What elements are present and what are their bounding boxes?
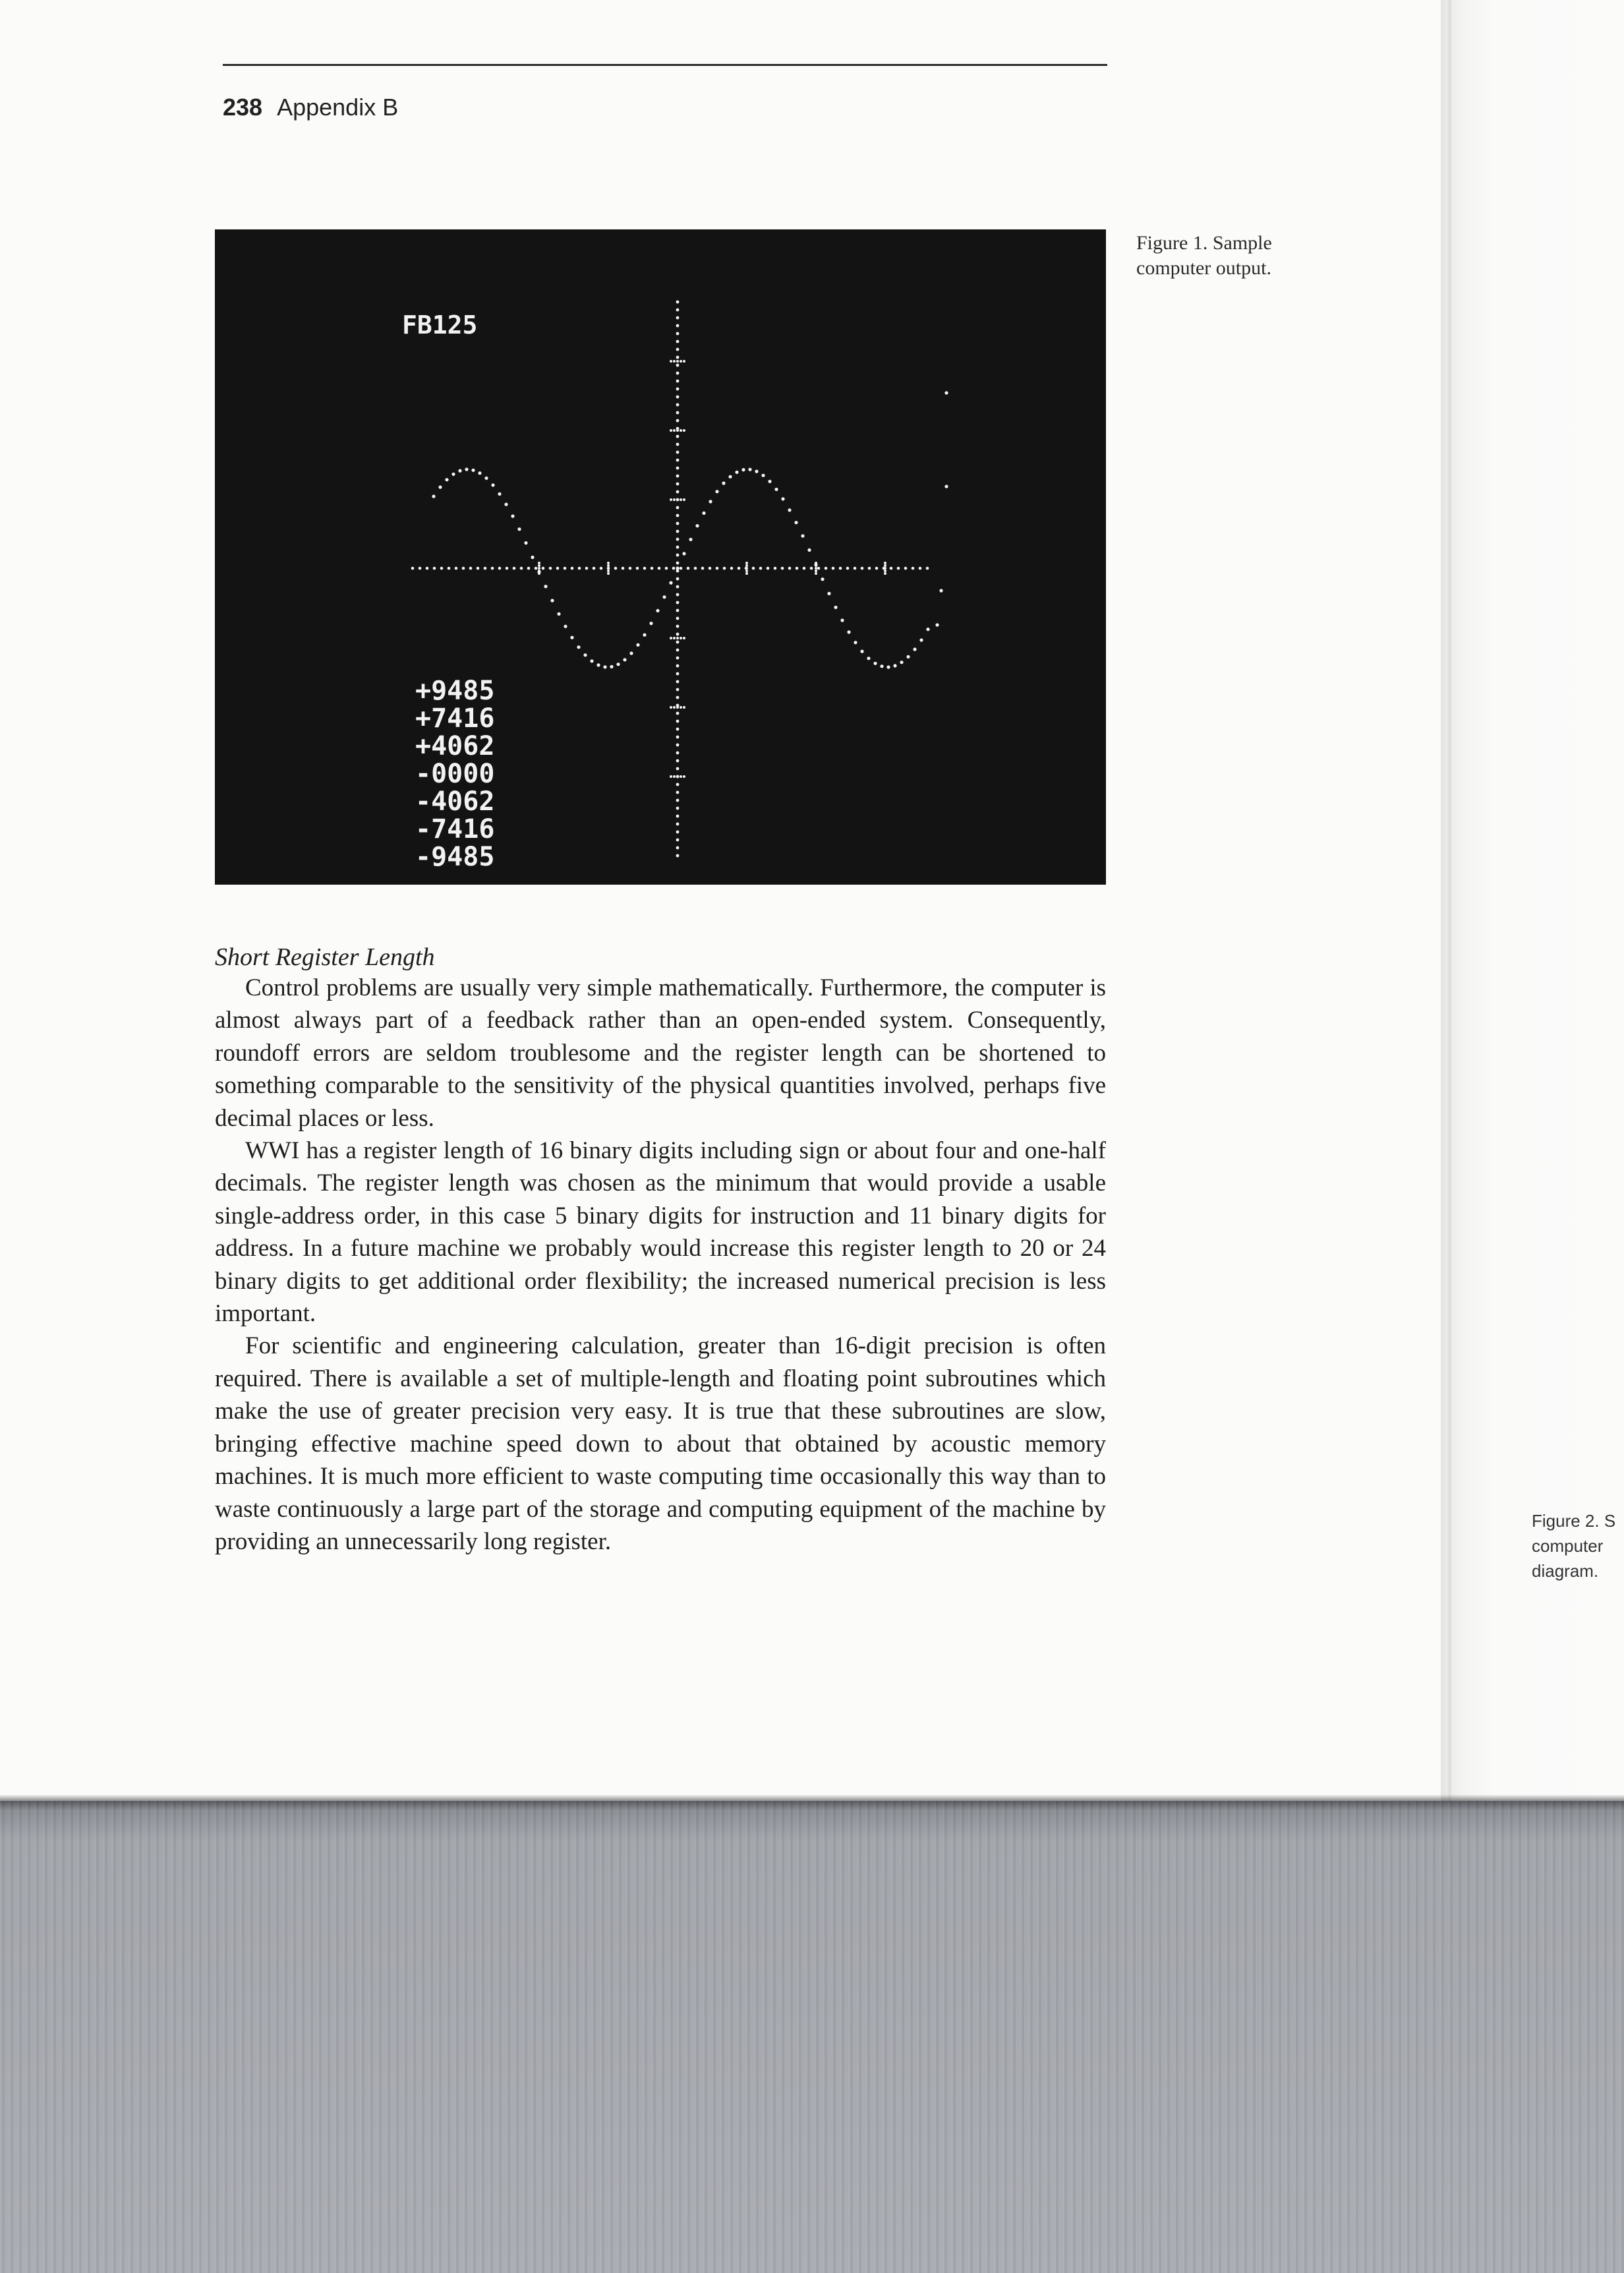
trace-dot xyxy=(616,663,620,666)
vertical-axis-dot xyxy=(676,617,680,620)
trace-dot xyxy=(741,468,745,471)
horizontal-axis-dot xyxy=(694,567,697,570)
vertical-axis-dot xyxy=(676,831,680,834)
trace-dot xyxy=(847,630,850,634)
axis-tick-dot xyxy=(670,637,672,639)
vertical-axis-dot xyxy=(676,585,680,589)
trace-dot xyxy=(471,469,475,472)
vertical-axis-dot xyxy=(676,554,680,557)
trace-dot xyxy=(550,599,554,602)
vertical-axis-dot xyxy=(676,791,680,794)
caption-line: computer xyxy=(1532,1536,1604,1556)
trace-dot xyxy=(504,503,508,506)
caption-line: diagram. xyxy=(1532,1561,1599,1581)
trace-dot xyxy=(821,577,824,581)
readout-value: +4062 xyxy=(415,731,495,761)
vertical-axis-dot xyxy=(676,419,680,423)
axis-tick-dot xyxy=(680,637,682,639)
trace-dot xyxy=(860,650,863,653)
trace-dot xyxy=(590,659,593,663)
trace-dot xyxy=(880,664,883,668)
axis-tick-dot xyxy=(815,570,817,572)
axis-tick-dot xyxy=(538,562,540,564)
vertical-axis-dot xyxy=(676,839,680,842)
horizontal-axis-dot xyxy=(455,567,458,570)
trace-dot xyxy=(761,474,765,477)
horizontal-axis-dot xyxy=(912,567,915,570)
horizontal-axis-dot xyxy=(600,567,603,570)
vertical-axis-dot xyxy=(676,459,680,462)
paragraph: For scientific and engineering calculation, greater than 16-digit precision is often required. There is available a set of multiple-length and floating point subroutines which make the use of greater precision very easy. It is true that these subroutines are slow, bringing effective machine speed down to about that obtained by acoustic memory machines. It is much more efficient to waste computing time occasionally this way than to waste continuously a large part of the storage and computing equipment of the machine by providing an unnecessarily long register. xyxy=(215,1332,1106,1555)
axis-tick-dot xyxy=(538,567,540,570)
caption-line: Figure 1. Sample xyxy=(1136,232,1272,254)
horizontal-axis-dot xyxy=(564,567,567,570)
axis-tick-dot xyxy=(884,567,886,570)
trace-dot xyxy=(774,488,778,491)
vertical-axis-dot xyxy=(676,388,680,391)
vertical-axis-dot xyxy=(676,759,680,763)
horizontal-axis-dot xyxy=(817,567,821,570)
vertical-axis-dot xyxy=(676,649,680,652)
horizontal-axis-dot xyxy=(506,567,509,570)
trace-dot xyxy=(689,538,692,541)
axis-tick-dot xyxy=(680,498,682,501)
trace-dot xyxy=(669,581,672,585)
axis-tick-dot xyxy=(673,637,676,639)
axis-tick-dot xyxy=(607,562,610,564)
axis-tick-dot xyxy=(673,498,676,501)
readout-value: -7416 xyxy=(415,814,495,844)
vertical-axis-dot xyxy=(676,712,680,715)
vertical-axis-dot xyxy=(676,815,680,818)
horizontal-axis-dot xyxy=(904,567,908,570)
caption-line: computer output. xyxy=(1136,257,1271,279)
horizontal-axis-dot xyxy=(426,567,429,570)
horizontal-axis-dot xyxy=(767,567,770,570)
register-readouts xyxy=(415,676,494,872)
figure-1-screen xyxy=(215,229,1106,885)
axis-tick-dot xyxy=(673,706,676,709)
vertical-axis-dot xyxy=(676,324,680,328)
trace-dot xyxy=(656,609,659,612)
horizontal-axis-dot xyxy=(585,567,589,570)
horizontal-axis-dot xyxy=(716,567,719,570)
vertical-axis-dot xyxy=(676,609,680,612)
axis-tick-dot xyxy=(676,775,679,778)
horizontal-axis-dot xyxy=(752,567,755,570)
vertical-axis-dot xyxy=(676,720,680,723)
axis-tick-dot xyxy=(683,706,685,709)
horizontal-axis-dot xyxy=(687,567,690,570)
axis-tick-dot xyxy=(745,562,748,564)
horizontal-axis-dot xyxy=(665,567,668,570)
vertical-axis-dot xyxy=(676,364,680,367)
axis-tick-dot xyxy=(607,564,610,567)
vertical-axis-dot xyxy=(676,562,680,565)
horizontal-axis-dot xyxy=(738,567,741,570)
horizontal-axis-dot xyxy=(556,567,560,570)
vertical-axis-dot xyxy=(676,854,680,858)
axis-tick-dot xyxy=(607,567,610,570)
vertical-axis-dot xyxy=(676,530,680,533)
horizontal-axis-dot xyxy=(875,567,879,570)
trace-dot xyxy=(702,512,705,515)
axis-tick-dot xyxy=(673,360,676,363)
trace-dot xyxy=(537,570,540,574)
trace-dot xyxy=(484,477,488,480)
trace-dot xyxy=(906,655,910,659)
paragraph: WWI has a register length of 16 binary digits including sign or about four and one-half decimals. The register length was chosen as the minimum that would provide a usable single-address order, in this case 5 binary digits for instruction and 11 binary digits for address. In a future machine we probably would increase this register length to 20 or 24 binary digits to get additional order flexibility; the increased numerical precision is less important. xyxy=(215,1137,1106,1328)
scanner-bed xyxy=(0,1801,1624,2273)
trace-dot xyxy=(893,664,896,667)
axis-tick-dot xyxy=(683,360,685,363)
readout-value: -9485 xyxy=(415,842,495,872)
trace-dot xyxy=(682,552,685,555)
vertical-axis-dot xyxy=(676,490,680,494)
vertical-axis-dot xyxy=(676,593,680,597)
horizontal-axis-dot xyxy=(868,567,871,570)
running-head xyxy=(223,94,398,121)
vertical-axis-dot xyxy=(676,372,680,375)
horizontal-axis-dot xyxy=(658,567,661,570)
trace-dot xyxy=(636,643,639,647)
axis-tick-dot xyxy=(745,564,748,567)
axis-tick-dot xyxy=(745,567,748,570)
horizontal-axis-dot xyxy=(926,567,929,570)
trace-dot xyxy=(715,490,718,493)
running-title: Appendix B xyxy=(277,94,399,121)
readout-value: +9485 xyxy=(415,676,495,706)
trace-dot xyxy=(570,636,573,639)
figure-2-caption xyxy=(1532,1508,1624,1583)
axis-tick-dot xyxy=(680,775,682,778)
trace-dot xyxy=(583,653,587,657)
trace-dot xyxy=(623,658,626,661)
trace-dot xyxy=(498,492,501,496)
vertical-axis-dot xyxy=(676,396,680,399)
trace-dot xyxy=(886,665,890,668)
trace-dot xyxy=(491,483,494,487)
trace-dot xyxy=(649,622,652,625)
axis-tick-dot xyxy=(884,570,886,572)
vertical-axis-dot xyxy=(676,546,680,549)
horizontal-axis-dot xyxy=(622,567,625,570)
horizontal-axis-dot xyxy=(498,567,502,570)
horizontal-axis-dot xyxy=(861,567,864,570)
trace-dot xyxy=(511,514,514,517)
horizontal-axis-dot xyxy=(448,567,451,570)
horizontal-axis-dot xyxy=(709,567,712,570)
section-heading: Short Register Length xyxy=(215,943,435,971)
horizontal-axis-dot xyxy=(897,567,900,570)
trace-dot xyxy=(807,548,811,552)
horizontal-axis-dot xyxy=(730,567,734,570)
horizontal-axis-dot xyxy=(513,567,516,570)
trace-dot xyxy=(814,563,817,566)
axis-tick-dot xyxy=(538,564,540,567)
horizontal-axis-dot xyxy=(491,567,494,570)
vertical-axis-dot xyxy=(676,475,680,478)
stray-dot xyxy=(935,623,939,626)
horizontal-axis-dot xyxy=(832,567,835,570)
vertical-axis-dot xyxy=(676,846,680,850)
axis-tick-dot xyxy=(670,706,672,709)
vertical-axis-dot xyxy=(676,348,680,351)
vertical-axis-dot xyxy=(676,783,680,786)
horizontal-axis-dot xyxy=(680,567,683,570)
vertical-axis-dot xyxy=(676,680,680,684)
vertical-axis-dot xyxy=(676,356,680,359)
trace-dot xyxy=(840,618,844,622)
horizontal-axis-dot xyxy=(839,567,842,570)
trace-dot xyxy=(709,500,712,503)
axis-tick-dot xyxy=(884,572,886,575)
trace-dot xyxy=(643,634,646,637)
readout-value: -0000 xyxy=(415,759,495,789)
trace-dot xyxy=(788,508,791,512)
trace-dot xyxy=(873,662,877,665)
caption-line: Figure 2. S xyxy=(1532,1511,1616,1531)
trace-dot xyxy=(577,645,580,649)
horizontal-axis-dot xyxy=(462,567,465,570)
vertical-axis-dot xyxy=(676,316,680,320)
trace-dot xyxy=(794,521,798,524)
horizontal-axis-dot xyxy=(636,567,639,570)
vertical-axis-dot xyxy=(676,823,680,826)
horizontal-axis-dot xyxy=(614,567,618,570)
trace-dot xyxy=(728,475,732,479)
readout-value: +7416 xyxy=(415,703,495,734)
horizontal-axis-dot xyxy=(593,567,596,570)
vertical-axis-dot xyxy=(676,752,680,755)
axis-tick-dot xyxy=(673,429,676,432)
trace-dot xyxy=(834,606,837,609)
trace-dot xyxy=(478,471,481,475)
oscilloscope-display xyxy=(215,229,1106,885)
horizontal-axis-dot xyxy=(846,567,850,570)
trace-dot xyxy=(913,647,916,651)
axis-tick-dot xyxy=(815,572,817,575)
axis-tick-dot xyxy=(676,706,679,709)
horizontal-axis-dot xyxy=(672,567,676,570)
axis-tick-dot xyxy=(670,498,672,501)
axis-tick-dot xyxy=(745,570,748,572)
trace-dot xyxy=(451,473,455,476)
vertical-axis-dot xyxy=(676,301,680,304)
screen-label: FB125 xyxy=(402,310,478,339)
vertical-axis-dot xyxy=(676,799,680,802)
vertical-axis-dot xyxy=(676,403,680,407)
vertical-axis-dot xyxy=(676,601,680,605)
vertical-axis-dot xyxy=(676,380,680,383)
vertical-axis-dot xyxy=(676,467,680,470)
horizontal-axis-dot xyxy=(723,567,726,570)
trace-dot xyxy=(827,592,830,595)
horizontal-axis-dot xyxy=(549,567,552,570)
book-gutter xyxy=(1449,0,1453,1806)
trace-dot xyxy=(676,566,679,570)
vertical-axis-dot xyxy=(676,641,680,644)
axis-tick-dot xyxy=(607,572,610,575)
horizontal-axis-dot xyxy=(578,567,581,570)
trace-dot xyxy=(801,534,804,537)
trace-dot xyxy=(524,541,527,545)
horizontal-axis-dot xyxy=(919,567,922,570)
vertical-axis-dot xyxy=(676,688,680,692)
paragraph: Control problems are usually very simple mathematically. Furthermore, the computer is almost always part of a feedback rather than an open-ended system. Consequently, roundoff errors are seldom troublesome and the register length can be shortened to something comparable to the sensitivity of the physical quantities involved, perhaps five decimal places or less. xyxy=(215,974,1106,1132)
trace-dot xyxy=(867,657,870,660)
axis-tick-dot xyxy=(670,429,672,432)
vertical-axis-dot xyxy=(676,672,680,676)
horizontal-axis-dot xyxy=(484,567,487,570)
header-rule xyxy=(223,64,1107,66)
vertical-axis-dot xyxy=(676,625,680,628)
body-text xyxy=(215,972,1106,1558)
horizontal-axis-dot xyxy=(520,567,523,570)
trace-dot xyxy=(781,497,784,500)
trace-dot xyxy=(610,665,613,668)
vertical-axis-dot xyxy=(676,506,680,510)
vertical-axis-dot xyxy=(676,451,680,454)
horizontal-axis-dot xyxy=(810,567,813,570)
trace-dot xyxy=(544,585,547,588)
stray-dot xyxy=(944,485,948,488)
vertical-axis-dot xyxy=(676,443,680,446)
horizontal-axis-dot xyxy=(854,567,857,570)
trace-dot xyxy=(629,651,633,655)
trace-dot xyxy=(695,524,699,527)
trace-dot xyxy=(926,628,929,631)
vertical-axis-dot xyxy=(676,736,680,739)
trace-dot xyxy=(438,485,442,488)
horizontal-axis-dot xyxy=(701,567,705,570)
trace-dot xyxy=(445,478,448,481)
trace-dot xyxy=(854,641,857,644)
trace-dot xyxy=(722,481,725,485)
axis-tick-dot xyxy=(673,775,676,778)
trace-dot xyxy=(596,663,600,666)
axis-tick-dot xyxy=(683,775,685,778)
trace-dot xyxy=(432,494,435,498)
vertical-axis-dot xyxy=(676,309,680,312)
axis-tick-dot xyxy=(680,429,682,432)
trace-dot xyxy=(465,467,468,471)
horizontal-axis-dot xyxy=(477,567,480,570)
vertical-axis-dot xyxy=(676,728,680,731)
vertical-axis-dot xyxy=(676,522,680,525)
axis-tick-dot xyxy=(676,429,679,432)
trace-dot xyxy=(531,556,534,559)
page-number: 238 xyxy=(223,94,263,121)
trace-dot xyxy=(748,468,751,471)
trace-dot xyxy=(768,480,771,483)
stray-dot xyxy=(939,589,942,592)
horizontal-axis-dot xyxy=(527,567,531,570)
vertical-axis-dot xyxy=(676,577,680,581)
horizontal-axis-dot xyxy=(759,567,763,570)
vertical-axis-dot xyxy=(676,483,680,486)
vertical-axis-dot xyxy=(676,657,680,660)
trace-dot xyxy=(557,612,560,616)
vertical-axis-dot xyxy=(676,767,680,771)
horizontal-axis-dot xyxy=(781,567,784,570)
horizontal-axis-dot xyxy=(535,567,538,570)
stray-dot xyxy=(944,391,948,394)
axis-tick-dot xyxy=(683,637,685,639)
horizontal-axis-dot xyxy=(643,567,647,570)
vertical-axis-dot xyxy=(676,340,680,343)
axis-tick-dot xyxy=(745,572,748,575)
horizontal-axis-dot xyxy=(803,567,806,570)
axis-tick-dot xyxy=(676,637,679,639)
vertical-axis-dot xyxy=(676,664,680,668)
horizontal-axis-dot xyxy=(469,567,473,570)
readout-value: -4062 xyxy=(415,786,495,817)
axis-tick-dot xyxy=(670,360,672,363)
trace-dot xyxy=(735,471,738,474)
vertical-axis-dot xyxy=(676,514,680,517)
horizontal-axis-dot xyxy=(411,567,415,570)
vertical-axis-dot xyxy=(676,538,680,541)
axis-tick-dot xyxy=(815,567,817,570)
vertical-axis-dot xyxy=(676,435,680,438)
axis-tick-dot xyxy=(676,498,679,501)
vertical-axis-dot xyxy=(676,744,680,747)
trace-dot xyxy=(755,470,758,473)
horizontal-axis-dot xyxy=(788,567,792,570)
trace-dot xyxy=(919,638,923,641)
vertical-axis-dot xyxy=(676,411,680,415)
axis-tick-dot xyxy=(680,360,682,363)
vertical-axis-dot xyxy=(676,332,680,336)
trace-dot xyxy=(564,625,567,628)
trace-dot xyxy=(517,527,521,531)
vertical-axis-dot xyxy=(676,633,680,636)
axis-tick-dot xyxy=(680,706,682,709)
axis-tick-dot xyxy=(676,360,679,363)
horizontal-axis-dot xyxy=(825,567,828,570)
axis-tick-dot xyxy=(683,429,685,432)
axis-tick-dot xyxy=(607,570,610,572)
horizontal-axis-dot xyxy=(433,567,436,570)
trace-dot xyxy=(662,595,666,599)
horizontal-axis-dot xyxy=(651,567,654,570)
horizontal-axis-dot xyxy=(419,567,422,570)
horizontal-axis-dot xyxy=(629,567,632,570)
horizontal-axis-dot xyxy=(571,567,574,570)
horizontal-axis-dot xyxy=(774,567,777,570)
horizontal-axis-dot xyxy=(542,567,545,570)
figure-1-caption xyxy=(1136,231,1347,281)
axis-tick-dot xyxy=(683,498,685,501)
trace-dot xyxy=(900,661,903,664)
vertical-axis-dot xyxy=(676,807,680,810)
axis-tick-dot xyxy=(670,775,672,778)
axis-tick-dot xyxy=(884,564,886,567)
horizontal-axis-dot xyxy=(890,567,893,570)
horizontal-axis-dot xyxy=(796,567,799,570)
trace-dot xyxy=(603,665,606,668)
trace-dot xyxy=(458,469,461,473)
horizontal-axis-dot xyxy=(440,567,444,570)
axis-tick-dot xyxy=(884,562,886,564)
vertical-axis-dot xyxy=(676,696,680,699)
